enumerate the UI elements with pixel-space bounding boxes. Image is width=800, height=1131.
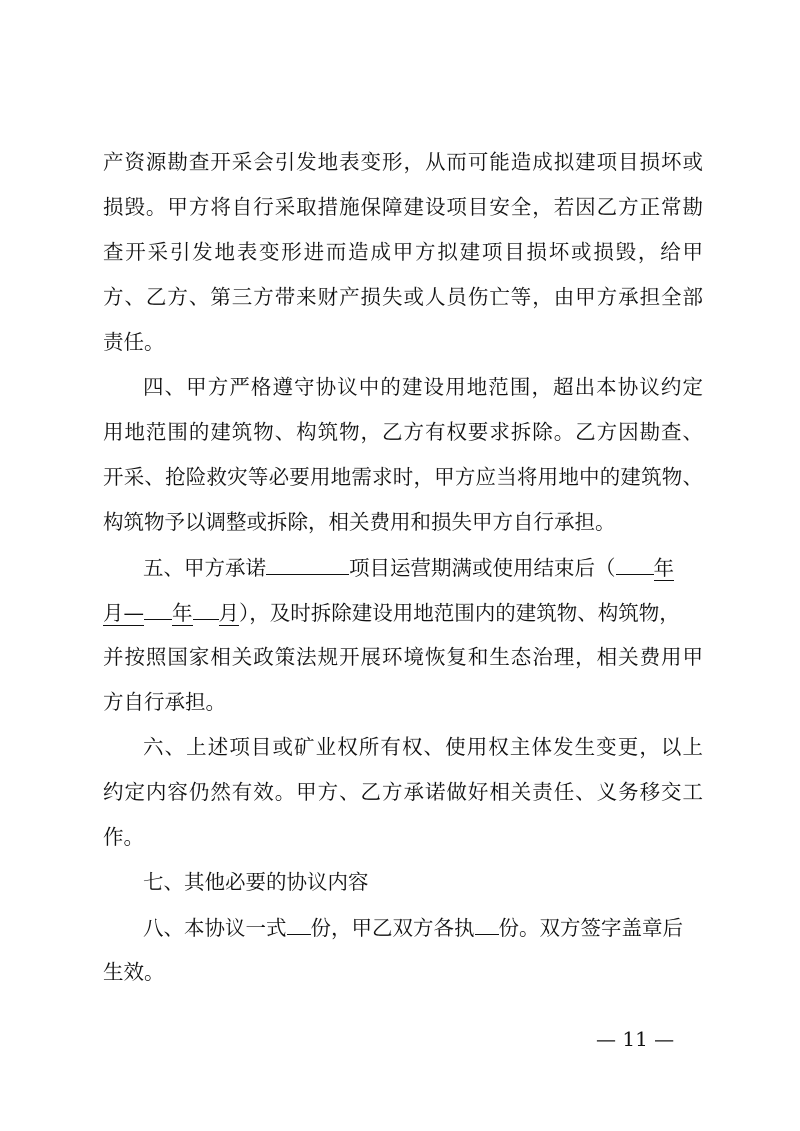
paragraph-6-line-3: 作。 — [103, 825, 144, 849]
paragraph-8-line-1-a: 八、本协议一式 — [143, 916, 287, 940]
page-number: — 11 — — [596, 1027, 675, 1051]
paragraph-4-line-4: 构筑物予以调整或拆除，相关费用和损失甲方自行承担。 — [103, 510, 616, 534]
paragraph-8-line-1-c: 份。双方签字盖章后 — [498, 916, 683, 940]
paragraph-5-line-1-c: 年 — [653, 556, 674, 580]
end-month-blank — [193, 597, 219, 620]
paragraph-8-line-1 — [143, 912, 703, 943]
copies-each-blank — [475, 912, 499, 935]
paragraph-3-line-3: 查开采引发地表变形进而造成甲方拟建项目损坏或损毁，给甲 — [103, 240, 703, 264]
paragraph-3-line-1: 产资源勘查开采会引发地表变形，从而可能造成拟建项目损坏或 — [103, 150, 703, 174]
paragraph-3-line-2: 损毁。甲方将自行采取措施保障建设项目安全，若因乙方正常勘 — [103, 195, 703, 219]
paragraph-7-line-1: 七、其他必要的协议内容 — [143, 870, 369, 894]
paragraph-5-line-2-a: 月— — [103, 601, 144, 625]
paragraph-5-line-1-a: 五、甲方承诺 — [143, 556, 266, 580]
paragraph-6-line-2: 约定内容仍然有效。甲方、乙方承诺做好相关责任、义务移交工 — [103, 780, 703, 804]
paragraph-5-line-2-b: 年 — [172, 601, 193, 625]
copies-total-blank — [287, 912, 311, 935]
paragraph-8-line-2: 生效。 — [103, 960, 165, 984]
paragraph-6-line-1: 六、上述项目或矿业权所有权、使用权主体发生变更，以上 — [143, 735, 703, 759]
paragraph-5-line-2-c: 月 — [218, 601, 239, 625]
paragraph-4-line-1: 四、甲方严格遵守协议中的建设用地范围，超出本协议约定 — [143, 375, 703, 399]
paragraph-5-line-4: 方自行承担。 — [103, 690, 226, 714]
project-name-blank — [266, 552, 349, 575]
paragraph-5-line-1-b: 项目运营期满或使用结束后（ — [349, 556, 616, 580]
paragraph-3-line-4: 方、乙方、第三方带来财产损失或人员伤亡等，由甲方承担全部 — [103, 285, 703, 309]
paragraph-4-line-2: 用地范围的建筑物、构筑物，乙方有权要求拆除。乙方因勘查、 — [103, 420, 703, 444]
paragraph-8-line-1-b: 份，甲乙双方各执 — [310, 916, 475, 940]
end-year-blank — [144, 597, 172, 620]
paragraph-4-line-3: 开采、抢险救灾等必要用地需求时，甲方应当将用地中的建筑物、 — [103, 465, 703, 489]
paragraph-3-line-5: 责任。 — [103, 330, 165, 354]
start-year-blank — [616, 552, 654, 575]
paragraph-5-line-2-d: ），及时拆除建设用地范围内的建筑物、构筑物， — [239, 601, 680, 625]
paragraph-5-line-2 — [103, 597, 703, 628]
paragraph-5-line-1 — [143, 552, 703, 583]
paragraph-5-line-3: 并按照国家相关政策法规开展环境恢复和生态治理，相关费用甲 — [103, 645, 703, 669]
